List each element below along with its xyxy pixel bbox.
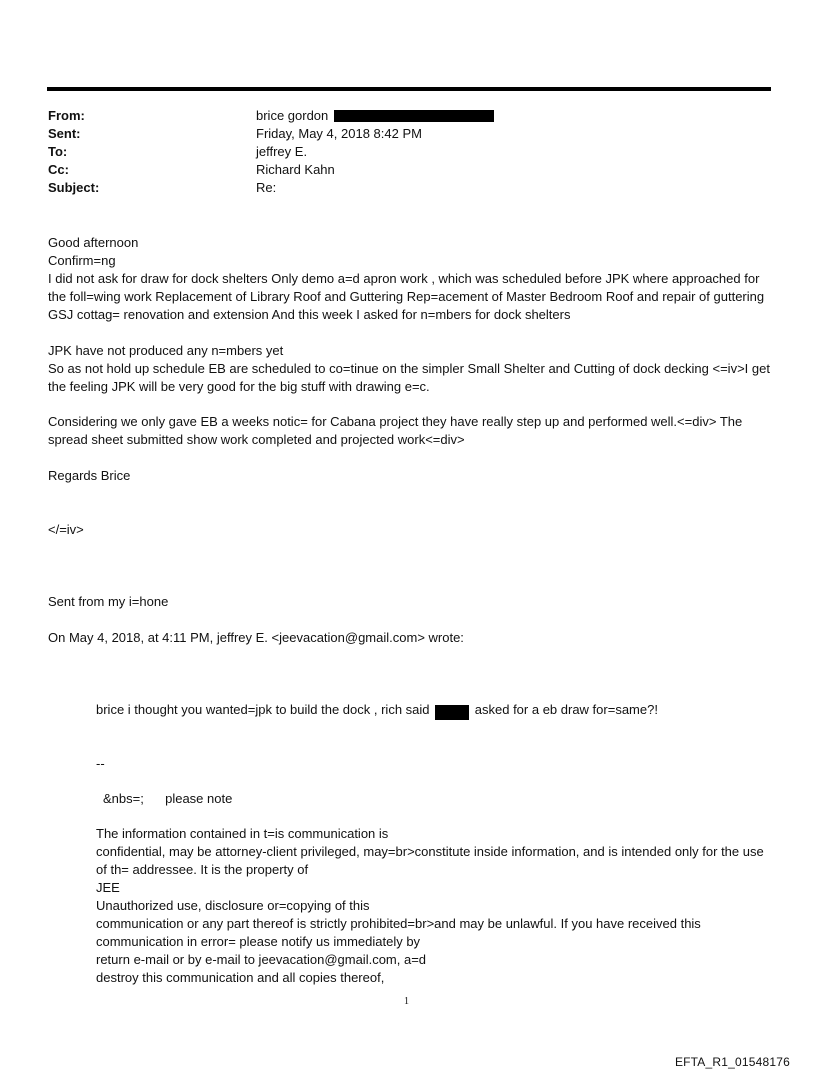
subject-value: Re: xyxy=(256,180,277,195)
sent-label: Sent: xyxy=(48,126,81,141)
signature-dashes: -- xyxy=(96,756,105,771)
signoff: Regards Brice xyxy=(48,468,131,483)
sender-name: brice gordon xyxy=(256,108,329,123)
disclaimer xyxy=(96,825,766,987)
from-value xyxy=(256,107,494,125)
paragraph-3: Considering we only gave EB a weeks notic= for Cabana project they have really step up and performed well.<=div> The spread sheet submitted show work completed and projected work<=div> xyxy=(48,414,743,447)
email-header xyxy=(48,107,494,197)
subject-row xyxy=(48,179,494,197)
quoted-text-after: asked for a eb draw for=same?! xyxy=(474,702,658,717)
to-value: jeffrey E. xyxy=(256,144,308,159)
redaction-box xyxy=(435,705,469,720)
quoted-text-before: brice i thought you wanted=jpk to build the dock , rich said xyxy=(96,702,430,717)
paragraph-1: I did not ask for draw for dock shelters Only demo a=d apron work , which was scheduled before JPK where approached for the foll=wing work Replacement of Library Roof and Guttering Rep=acement of Master Bedroom Roof and repair of guttering GSJ cottag= renovation and extension And this week I asked for n=mbers for dock shelters xyxy=(48,271,765,322)
disclaimer-line-7: destroy this communication and all copies thereof, xyxy=(96,970,385,985)
subject-label: Subject: xyxy=(48,180,100,195)
closing-tag: </=iv> xyxy=(48,522,84,537)
message-body xyxy=(48,234,770,324)
confirm-line: Confirm=ng xyxy=(48,253,116,268)
redaction-box xyxy=(334,110,494,122)
please-note: please note xyxy=(165,791,233,806)
from-row xyxy=(48,107,494,125)
closing-tag-block xyxy=(48,521,770,539)
message-paragraph-3 xyxy=(48,413,770,449)
to-label: To: xyxy=(48,144,68,159)
cc-label: Cc: xyxy=(48,162,69,177)
signoff-block xyxy=(48,467,770,485)
sent-value: Friday, May 4, 2018 8:42 PM xyxy=(256,126,422,141)
paragraph-2-line-1: JPK have not produced any n=mbers yet xyxy=(48,343,284,358)
from-label: From: xyxy=(48,108,85,123)
quote-intro-block xyxy=(48,629,770,647)
message-paragraph-2 xyxy=(48,342,770,396)
disclaimer-line-6: return e-mail or by e-mail to jeevacation@gmail.com, a=d xyxy=(96,952,427,967)
disclaimer-line-1: The information contained in t=is communication is xyxy=(96,826,389,841)
to-row xyxy=(48,143,494,161)
cc-row xyxy=(48,161,494,179)
document-id: EFTA_R1_01548176 xyxy=(674,1055,790,1069)
sent-from-block xyxy=(48,593,770,611)
please-note-line xyxy=(103,790,773,808)
nbsp-text: &nbs=; xyxy=(103,791,144,806)
paragraph-2-line-2: So as not hold up schedule EB are scheduled to co=tinue on the simpler Small Shelter and Cutting of dock decking <=iv>I get the feeling JPK will be very good for the big stuff with drawing e=c. xyxy=(48,361,770,394)
disclaimer-line-3: JEE xyxy=(96,880,120,895)
header-rule xyxy=(47,87,771,91)
quoted-message-line xyxy=(96,701,766,719)
quote-intro: On May 4, 2018, at 4:11 PM, jeffrey E. <jeevacation@gmail.com> wrote: xyxy=(48,630,464,645)
signature-separator xyxy=(96,755,766,773)
page-number: 1 xyxy=(404,996,409,1007)
disclaimer-line-2: confidential, may be attorney-client privileged, may=br>constitute inside information, and is intended only for the use of th= addressee. It is the property of xyxy=(96,844,764,877)
disclaimer-line-5: communication or any part thereof is strictly prohibited=br>and may be unlawful. If you have received this communication in error= please notify us immediately by xyxy=(96,916,701,949)
sent-row xyxy=(48,125,494,143)
sent-from: Sent from my i=hone xyxy=(48,594,169,609)
cc-value: Richard Kahn xyxy=(256,162,335,177)
disclaimer-line-4: Unauthorized use, disclosure or=copying of this xyxy=(96,898,370,913)
greeting: Good afternoon xyxy=(48,235,139,250)
